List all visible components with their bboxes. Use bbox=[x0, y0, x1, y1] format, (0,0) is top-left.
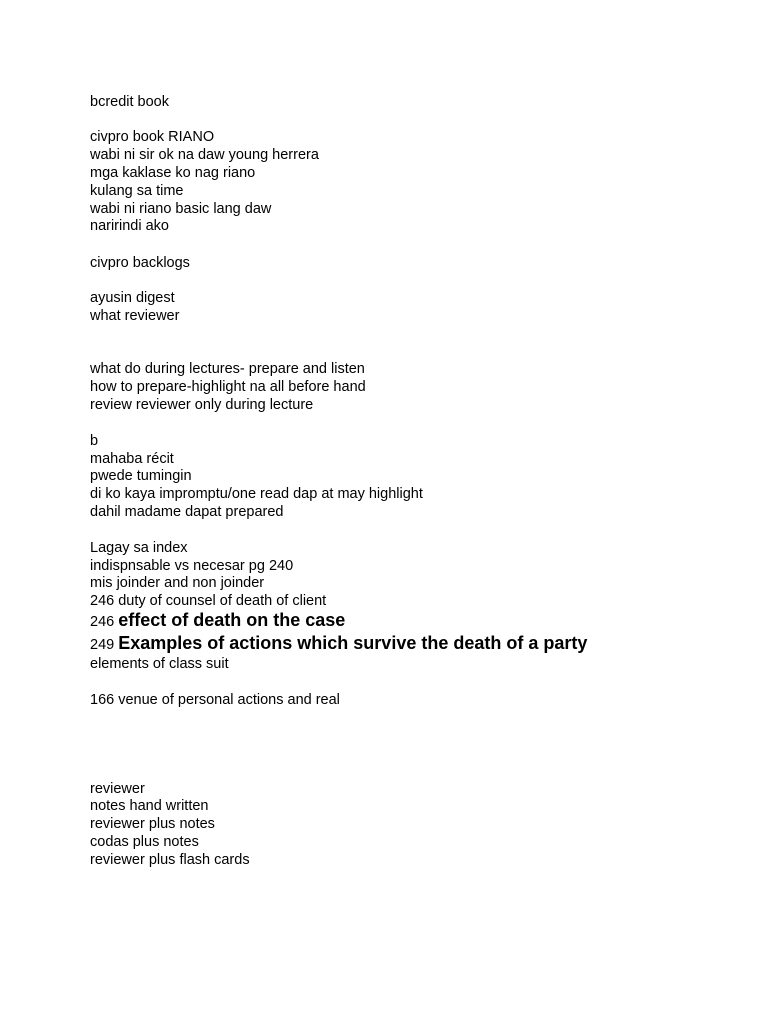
text-line: reviewer bbox=[90, 781, 145, 797]
heading-text: effect of death on the case bbox=[118, 610, 346, 630]
text-line: b bbox=[90, 433, 99, 449]
text-line: elements of class suit bbox=[90, 656, 229, 672]
text-line: what do during lectures- prepare and listen bbox=[90, 361, 365, 377]
text-line: 166 venue of personal actions and real bbox=[90, 692, 340, 708]
text-line: reviewer plus notes bbox=[90, 816, 215, 832]
heading-line-examples-of-actions bbox=[90, 634, 587, 654]
text-line: wabi ni sir ok na daw young herrera bbox=[90, 147, 319, 163]
text-line: ayusin digest bbox=[90, 290, 175, 306]
text-line: Lagay sa index bbox=[90, 540, 188, 556]
heading-page-number: 246 bbox=[90, 614, 115, 630]
text-line: notes hand written bbox=[90, 798, 209, 814]
text-line: how to prepare-highlight na all before hand bbox=[90, 379, 366, 395]
text-line: mahaba récit bbox=[90, 451, 174, 467]
text-line: civpro book RIANO bbox=[90, 129, 215, 145]
heading-page-number: 249 bbox=[90, 637, 115, 653]
text-line: bcredit book bbox=[90, 94, 169, 110]
text-line: mis joinder and non joinder bbox=[90, 575, 265, 591]
text-line: naririndi ako bbox=[90, 218, 169, 234]
text-line: codas plus notes bbox=[90, 834, 199, 850]
text-line: 246 duty of counsel of death of client bbox=[90, 593, 327, 609]
text-line: what reviewer bbox=[90, 308, 180, 324]
text-line: dahil madame dapat prepared bbox=[90, 504, 284, 520]
text-line: reviewer plus flash cards bbox=[90, 852, 250, 868]
text-line: pwede tumingin bbox=[90, 468, 192, 484]
text-line: wabi ni riano basic lang daw bbox=[90, 201, 272, 217]
text-line: kulang sa time bbox=[90, 183, 184, 199]
text-line: review reviewer only during lecture bbox=[90, 397, 314, 413]
heading-text: Examples of actions which survive the death of a party bbox=[118, 633, 588, 653]
heading-line-effect-of-death bbox=[90, 611, 345, 631]
text-line: mga kaklase ko nag riano bbox=[90, 165, 256, 181]
text-line: civpro backlogs bbox=[90, 255, 190, 271]
text-line: indispnsable vs necesar pg 240 bbox=[90, 558, 294, 574]
text-line: di ko kaya impromptu/one read dap at may highlight bbox=[90, 486, 423, 502]
